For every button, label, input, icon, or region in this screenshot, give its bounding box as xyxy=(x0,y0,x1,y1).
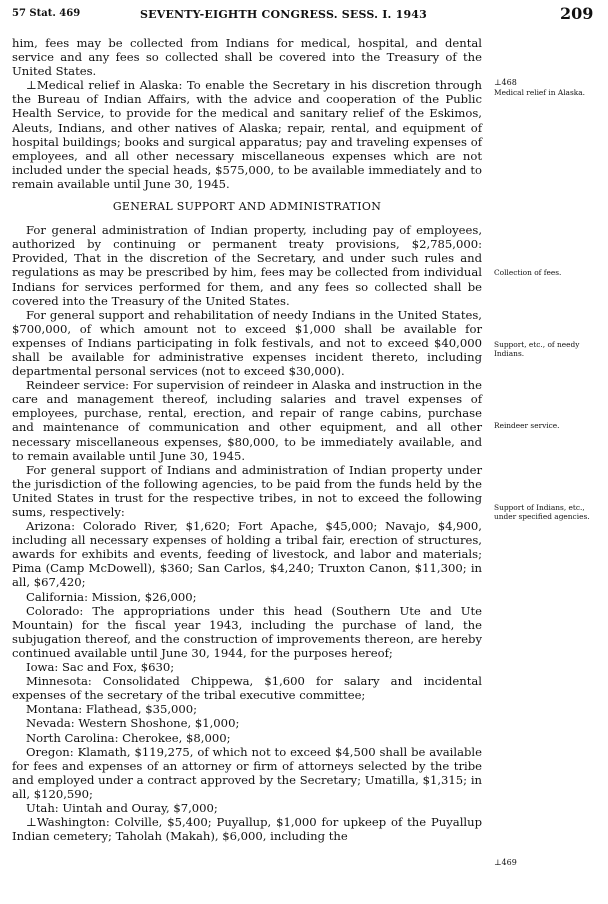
paragraph-nevada: Nevada: Western Shoshone, $1,000; xyxy=(26,716,240,731)
statute-marker-469: ⊥469 xyxy=(494,858,517,867)
statute-reference: 57 Stat. 469 xyxy=(12,8,81,19)
paragraph-specified-agencies: For general support of Indians and administration of Indian property under the jurisdiction of the following agencies, to be paid from the funds held by the United States in trust for the respective tribes, in not to exceed the following sums, respectively: xyxy=(12,462,482,519)
paragraph-iowa: Iowa: Sac and Fox, $630; xyxy=(26,660,175,675)
paragraph-colorado: Colorado: The appropriations under this head (Southern Ute and Ute Mountain) for the fiscal year 1943, including the purchase of land, the subjugation thereof, and the construction of improvements thereon, are hereby continued available until June 30, 1944, for the purposes hereof; xyxy=(12,603,482,660)
margin-note-medical-relief: Medical relief in Alaska. xyxy=(494,88,585,97)
paragraph-washington: ⊥Washington: Colville, $5,400; Puyallup, $1,000 for upkeep of the Puyallup Indian cemetery; Taholah (Makah), $6,000, including the xyxy=(12,815,482,844)
running-title: SEVENTY-EIGHTH CONGRESS. SESS. I. 1943 xyxy=(140,8,428,21)
main-text xyxy=(12,36,482,843)
statute-marker-468: ⊥468 xyxy=(494,78,517,87)
paragraph-reindeer-service: Reindeer service: For supervision of reindeer in Alaska and instruction in the care and management thereof, including salaries and travel expenses of employees, purchase, rental, erection, and repair of range cabins, purchase and maintenance of communication and other equipment, and all other necessary miscellaneous expenses, $80,000, to be immediately available, and to remain available until June 30, 1945. xyxy=(12,378,482,463)
paragraph-medical-relief-alaska: ⊥Medical relief in Alaska: To enable the Secretary in his discretion through the Bureau of Indian Affairs, with the advice and cooperation of the Public Health Service, to provide for the medical and sanitary relief of the Eskimos, Aleuts, Indians, and other natives of Alaska; repair, rental, and equipment of hospital buildings; books and surgical apparatus; pay and traveling expenses of employees, and all other necessary miscellaneous expenses which are not included under the special heads, $575,000, to be available immediately and to remain available until June 30, 1945. xyxy=(12,78,482,191)
page-header xyxy=(0,4,608,24)
paragraph: him, fees may be collected from Indians for medical, hospital, and dental service and any fees so collected shall be covered into the Treasury of the United States. xyxy=(12,36,482,79)
margin-note-collection-of-fees: Collection of fees. xyxy=(494,268,562,277)
section-heading: GENERAL SUPPORT AND ADMINISTRATION xyxy=(112,200,382,214)
page-number: 209 xyxy=(560,4,594,23)
paragraph-arizona: Arizona: Colorado River, $1,620; Fort Apache, $45,000; Navajo, $4,900, including all necessary expenses of holding a tribal fair, erection of structures, awards for exhibits and events, feeding of livestock, and labor and materials; Pima (Camp McDowell), $360; San Carlos, $4,240; Truxton Canon, $11,300; in all, $67,420; xyxy=(12,519,482,590)
margin-note-reindeer-service: Reindeer service. xyxy=(494,421,560,430)
paragraph-general-administration: For general administration of Indian property, including pay of employees, authorized by continuing or permanent treaty provisions, $2,785,000: Provided, That in the discretion of the Secretary, and under such rules and regulations as may be prescribed by him, fees may be collected from individual Indians for services performed for them, and any fees so collected shall be covered into the Treasury of the United States. xyxy=(12,223,482,308)
margin-note-needy-indians: Support, etc., of needy Indians. xyxy=(494,340,580,358)
paragraph-minnesota: Minnesota: Consolidated Chippewa, $1,600 for salary and incidental expenses of the secretary of the tribal executive committee; xyxy=(12,674,482,703)
paragraph-montana: Montana: Flathead, $35,000; xyxy=(26,702,198,717)
paragraph-north-carolina: North Carolina: Cherokee, $8,000; xyxy=(26,730,231,745)
paragraph-oregon: Oregon: Klamath, $119,275, of which not to exceed $4,500 shall be available for fees and expenses of an attorney or firm of attorneys selected by the tribe and employed under a contract approved by the Secretary; Umatilla, $1,315; in all, $120,590; xyxy=(12,744,482,801)
paragraph-utah: Utah: Uintah and Ouray, $7,000; xyxy=(26,800,218,815)
paragraph-california: California: Mission, $26,000; xyxy=(26,589,197,604)
margin-note-specified-agencies: Support of Indians, etc., under specified agencies. xyxy=(494,503,590,521)
paragraph-needy-indians: For general support and rehabilitation of needy Indians in the United States, $700,000, of which amount not to exceed $1,000 shall be available for expenses of Indians participating in folk festivals, and not to exceed $40,000 shall be available for administrative expenses incident thereto, including departmental personal services (not to exceed $30,000). xyxy=(12,307,482,379)
